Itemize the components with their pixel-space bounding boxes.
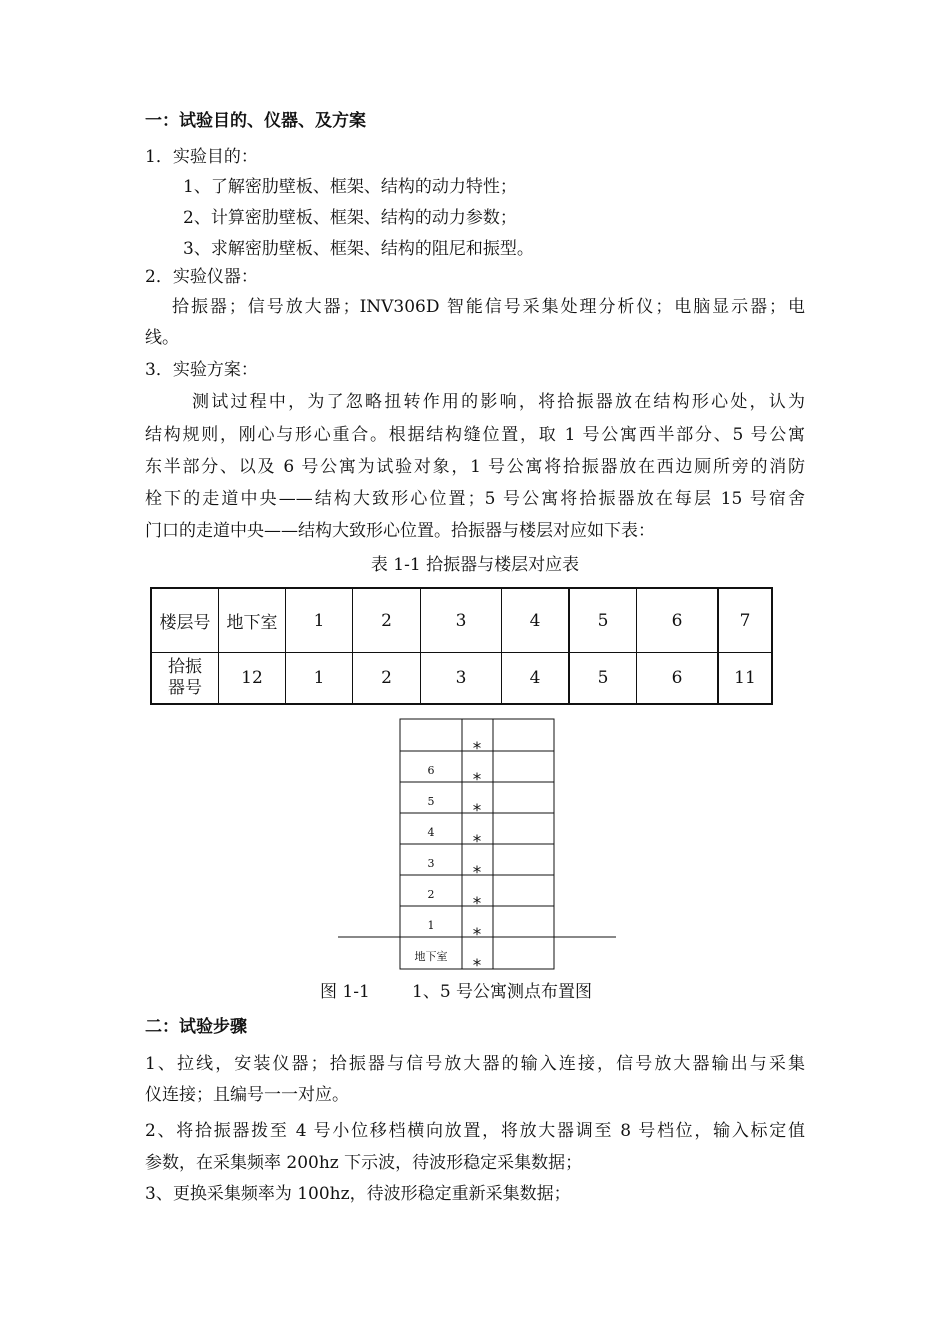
floor-label: 3 [427,857,435,870]
table-cell: 1 [286,588,353,653]
table-cell: 4 [502,588,570,653]
sensor-marker: * [472,832,482,852]
purpose-item: 2、计算密肋壁板、框架、结构的动力参数； [183,208,517,228]
figure-caption-title: 1、5 号公寓测点布置图 [412,982,593,1002]
table-cell: 3 [421,653,502,705]
floor-label: 2 [427,888,435,901]
table-row [151,653,772,705]
table-header-line: 器号 [168,678,202,698]
instrument-line: 线。 [145,328,179,348]
step-line: 2、将拾振器拨至 4 号小位移档横向放置，将放大器调至 8 号档位，输入标定值 [145,1121,805,1141]
floor-label: 4 [427,826,435,839]
plan-line: 东半部分、以及 6 号公寓为试验对象，1 号公寓将拾振器放在西边厕所旁的消防 [145,457,805,477]
sensor-marker: * [472,739,482,759]
table-header-line: 拾振 [168,657,202,677]
table-cell: 5 [569,653,637,705]
table-cell: 4 [502,653,570,705]
table-cell: 1 [286,653,353,705]
step-line: 1、拉线，安装仪器；拾振器与信号放大器的输入连接，信号放大器输出与采集 [145,1054,805,1074]
instrument-title: 2．实验仪器： [145,267,258,287]
sensor-marker: * [472,770,482,790]
floor-label: 1 [427,919,435,932]
purpose-title: 1．实验目的： [145,147,258,167]
plan-line: 栓下的走道中央——结构大致形心位置；5 号公寓将拾振器放在每层 15 号宿舍 [145,489,805,509]
section2-heading: 二：试验步骤 [145,1017,247,1037]
step-line: 3、更换采集频率为 100hz，待波形稳定重新采集数据； [145,1184,571,1204]
table-cell: 2 [353,653,421,705]
table-cell: 11 [718,653,772,705]
sensor-layout-diagram [330,715,630,977]
floor-sensor-table [150,587,773,705]
figure-caption-number: 图 1-1 [320,982,370,1002]
sensor-marker: * [472,956,482,976]
table-cell: 7 [718,588,772,653]
table-cell: 3 [421,588,502,653]
sensor-marker: * [472,863,482,883]
table-cell: 6 [637,588,719,653]
table-cell: 2 [353,588,421,653]
table-caption: 表 1-1 拾振器与楼层对应表 [370,555,580,575]
purpose-item: 1、了解密肋壁板、框架、结构的动力特性； [183,177,517,197]
sensor-marker: * [472,894,482,914]
plan-line: 测试过程中，为了忽略扭转作用的影响，将拾振器放在结构形心处，认为 [192,392,805,412]
table-cell: 6 [637,653,719,705]
table-cell: 5 [569,588,637,653]
table-cell: 地下室 [219,588,286,653]
table-row [151,588,772,653]
plan-line: 结构规则，刚心与形心重合。根据结构缝位置，取 1 号公寓西半部分、5 号公寓 [145,425,805,445]
section1-heading: 一：试验目的、仪器、及方案 [145,111,366,131]
floor-label: 5 [427,795,435,808]
table-header-cell: 楼层号 [151,588,219,653]
table-cell: 12 [219,653,286,705]
floor-label: 6 [427,764,435,777]
table-header-cell [151,653,219,705]
step-line: 参数，在采集频率 200hz 下示波，待波形稳定采集数据； [145,1153,583,1173]
plan-line: 门口的走道中央——结构大致形心位置。拾振器与楼层对应如下表： [145,521,655,541]
floor-label: 地下室 [414,950,448,963]
purpose-item: 3、求解密肋壁板、框架、结构的阻尼和振型。 [183,239,534,259]
sensor-marker: * [472,801,482,821]
plan-title: 3．实验方案： [145,360,258,380]
step-line: 仪连接；且编号一一对应。 [145,1085,349,1105]
sensor-marker: * [472,925,482,945]
instrument-line: 拾振器；信号放大器；INV306D 智能信号采集处理分析仪；电脑显示器；电 [172,297,805,317]
